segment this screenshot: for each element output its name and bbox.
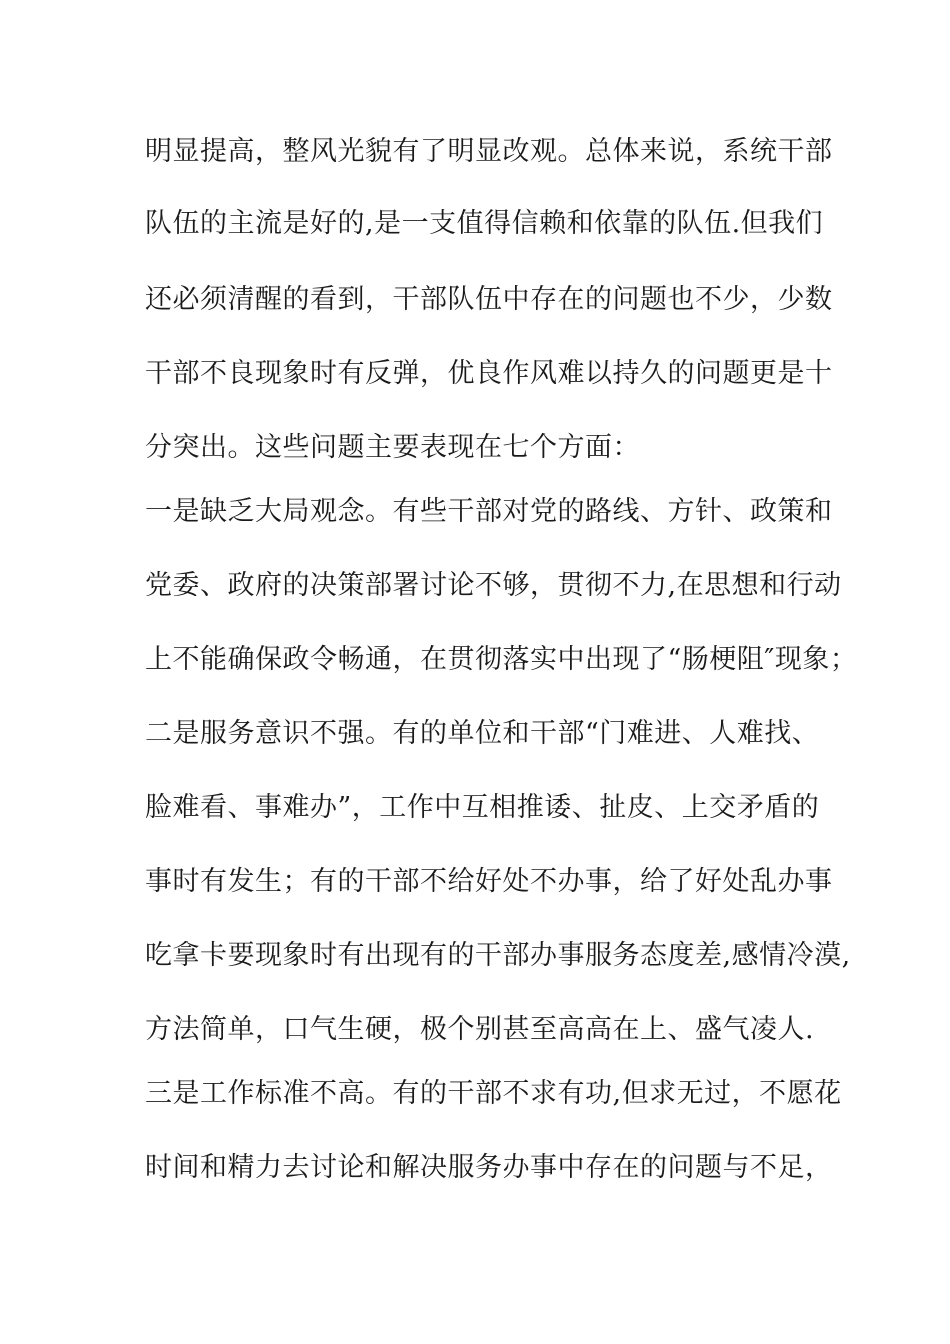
text-line-4: 干部不良现象时有反弹，优良作风难以持久的问题更是十 xyxy=(145,358,833,389)
text-line-1: 明显提高，整风光貌有了明显改观。总体来说，系统干部 xyxy=(145,136,833,167)
text-line-2: 队伍的主流是好的,是一支值得信赖和依靠的队伍.但我们 xyxy=(145,208,824,239)
text-line-12: 吃拿卡要现象时有出现有的干部办事服务态度差,感情冷漠, xyxy=(145,940,851,971)
text-line-7: 党委、政府的决策部署讨论不够，贯彻不力,在思想和行动 xyxy=(145,570,842,601)
text-line-10: 脸难看、事难办”，工作中互相推诿、扯皮、上交矛盾的 xyxy=(145,792,820,823)
text-line-6: 一是缺乏大局观念。有些干部对党的路线、方针、政策和 xyxy=(145,496,833,527)
text-line-9: 二是服务意识不强。有的单位和干部“门难进、人难找、 xyxy=(145,718,820,749)
text-line-11: 事时有发生；有的干部不给好处不办事，给了好处乱办事 xyxy=(145,866,833,897)
text-line-3: 还必须清醒的看到，干部队伍中存在的问题也不少，少数 xyxy=(145,284,833,315)
text-line-15: 时间和精力去讨论和解决服务办事中存在的问题与不足， xyxy=(145,1152,833,1183)
text-line-8: 上不能确保政令畅通，在贯彻落实中出现了“肠梗阻″现象； xyxy=(145,644,858,675)
text-line-14: 三是工作标准不高。有的干部不求有功,但求无过，不愿花 xyxy=(145,1078,842,1109)
text-line-5: 分突出。这些问题主要表现在七个方面： xyxy=(145,432,640,463)
text-line-13: 方法简单，口气生硬，极个别甚至高高在上、盛气凌人. xyxy=(145,1014,815,1045)
